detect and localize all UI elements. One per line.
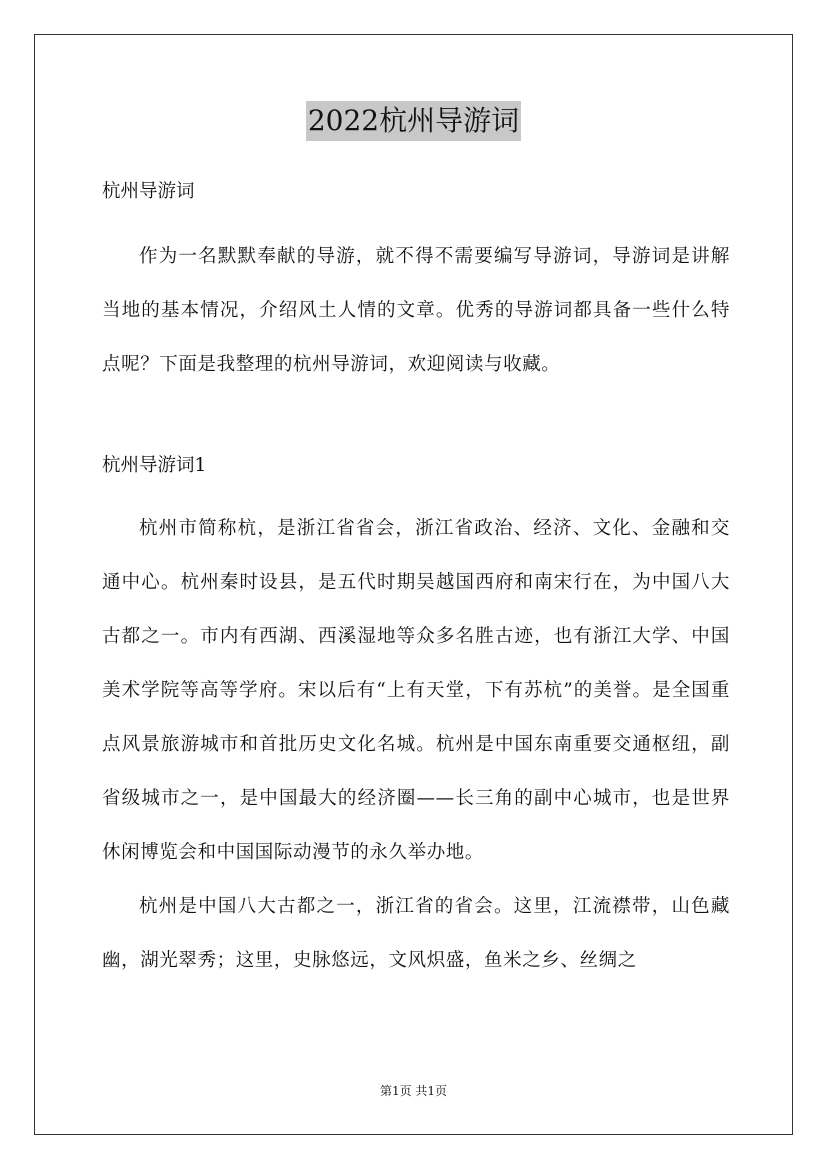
body-paragraph-2: 杭州是中国八大古都之一，浙江省的省会。这里，江流襟带，山色藏幽，湖光翠秀；这里，史脉悠远，文风炽盛，鱼米之乡、丝绸之 bbox=[102, 896, 730, 971]
document-title: 2022杭州导游词 bbox=[306, 101, 521, 141]
document-body bbox=[102, 172, 730, 988]
intro-paragraph: 作为一名默默奉献的导游，就不得不需要编写导游词，导游词是讲解当地的基本情况，介绍风土人情的文章。优秀的导游词都具备一些什么特点呢？下面是我整理的杭州导游词，欢迎阅读与收藏。 bbox=[102, 246, 730, 375]
title-container bbox=[0, 101, 827, 141]
page-footer: 第1页 共1页 bbox=[379, 1084, 448, 1098]
section-heading-intro: 杭州导游词 bbox=[102, 181, 195, 202]
body-paragraph-1: 杭州市简称杭，是浙江省省会，浙江省政治、经济、文化、金融和交通中心。杭州秦时设县，是五代时期吴越国西府和南宋行在，为中国八大古都之一。市内有西湖、西溪湿地等众多名胜古迹，也有浙江大学、中国美术学院等高等学府。宋以后有“上有天堂，下有苏杭”的美誉。是全国重点风景旅游城市和首批历史文化名城。杭州是中国东南重要交通枢纽，副省级城市之一，是中国最大的经济圈——长三角的副中心城市，也是世界休闲博览会和中国国际动漫节的永久举办地。 bbox=[102, 518, 730, 863]
section-heading-1: 杭州导游词1 bbox=[102, 455, 207, 476]
